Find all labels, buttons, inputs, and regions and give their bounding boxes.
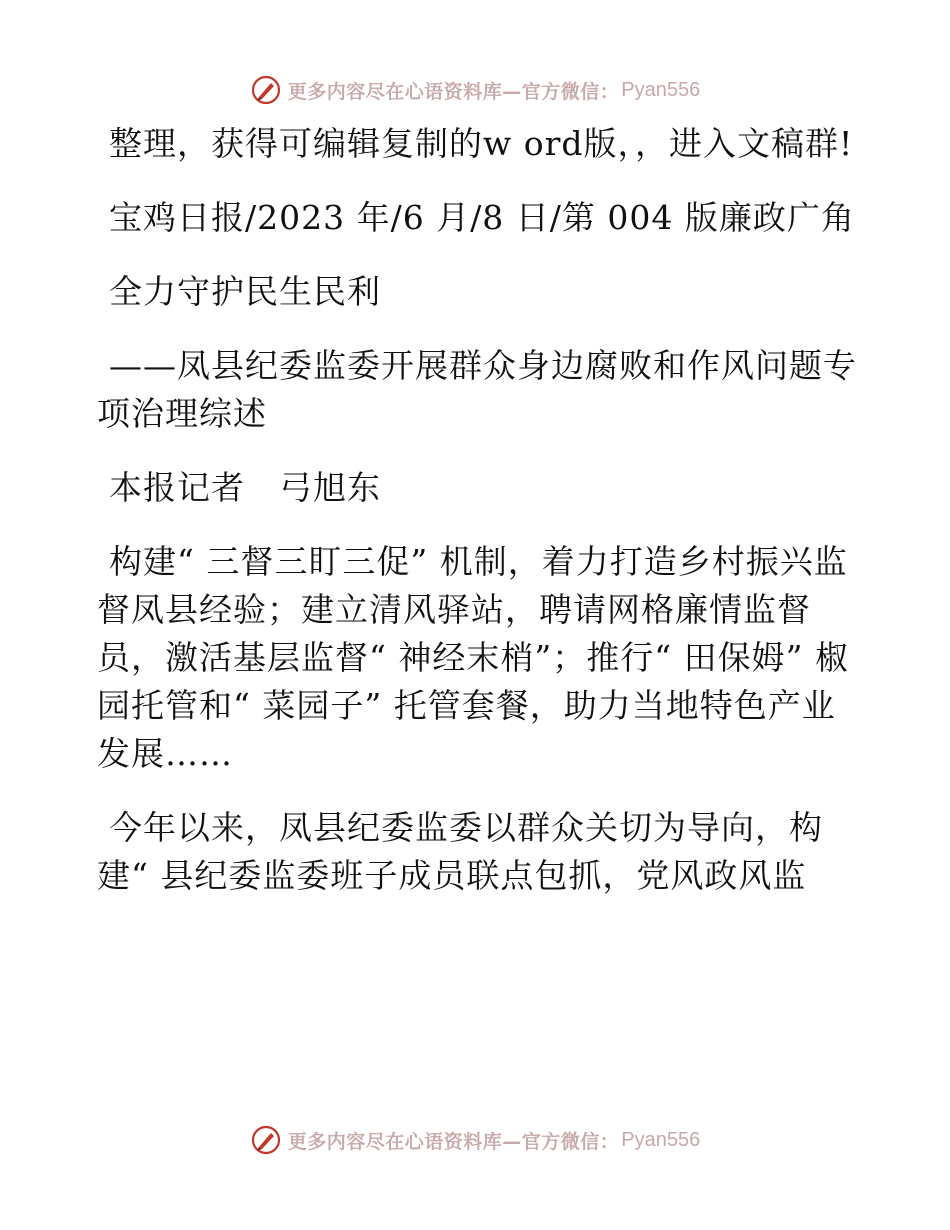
banner-text: 更多内容尽在心语资料库—官方微信： [287,1130,620,1153]
paragraph-intro: 整理，获得可编辑复制的w ord版，，进入文稿群! [109,124,854,163]
pen-logo-icon [250,74,282,106]
paragraph-lead: 构建“ 三督三盯三促” 机制，着力打造乡村振兴监督凤县经验；建立清风驿站，聘请网格廉情监督员，激活基层监督“ 神经末梢”；推行“ 田保姆” 椒园托管和“ 菜园子” 托管套餐，助力当地特色产业发展…… [97,542,849,773]
paragraph-body: 今年以来，凤县纪委监委以群众关切为导向，构建“ 县纪委监委班子成员联点包抓，党风政风监 [97,808,823,895]
document-body [97,120,857,926]
article-subtitle: ——凤县纪委监委开展群众身边腐败和作风问题专项治理综述 [97,346,857,433]
banner-wechat-id: Pyan556 [621,78,701,101]
footer-watermark-banner [0,1120,950,1160]
pen-logo-icon [250,1124,282,1156]
header-watermark-banner [0,70,950,110]
paragraph-source: 宝鸡日报/2023 年/6 月/8 日/第 004 版廉政广角 [109,198,855,237]
banner-wechat-id: Pyan556 [621,1128,701,1151]
banner-text: 更多内容尽在心语资料库—官方微信： [287,80,620,103]
article-byline: 本报记者 弓旭东 [109,468,381,507]
article-title: 全力守护民生民利 [109,272,381,311]
